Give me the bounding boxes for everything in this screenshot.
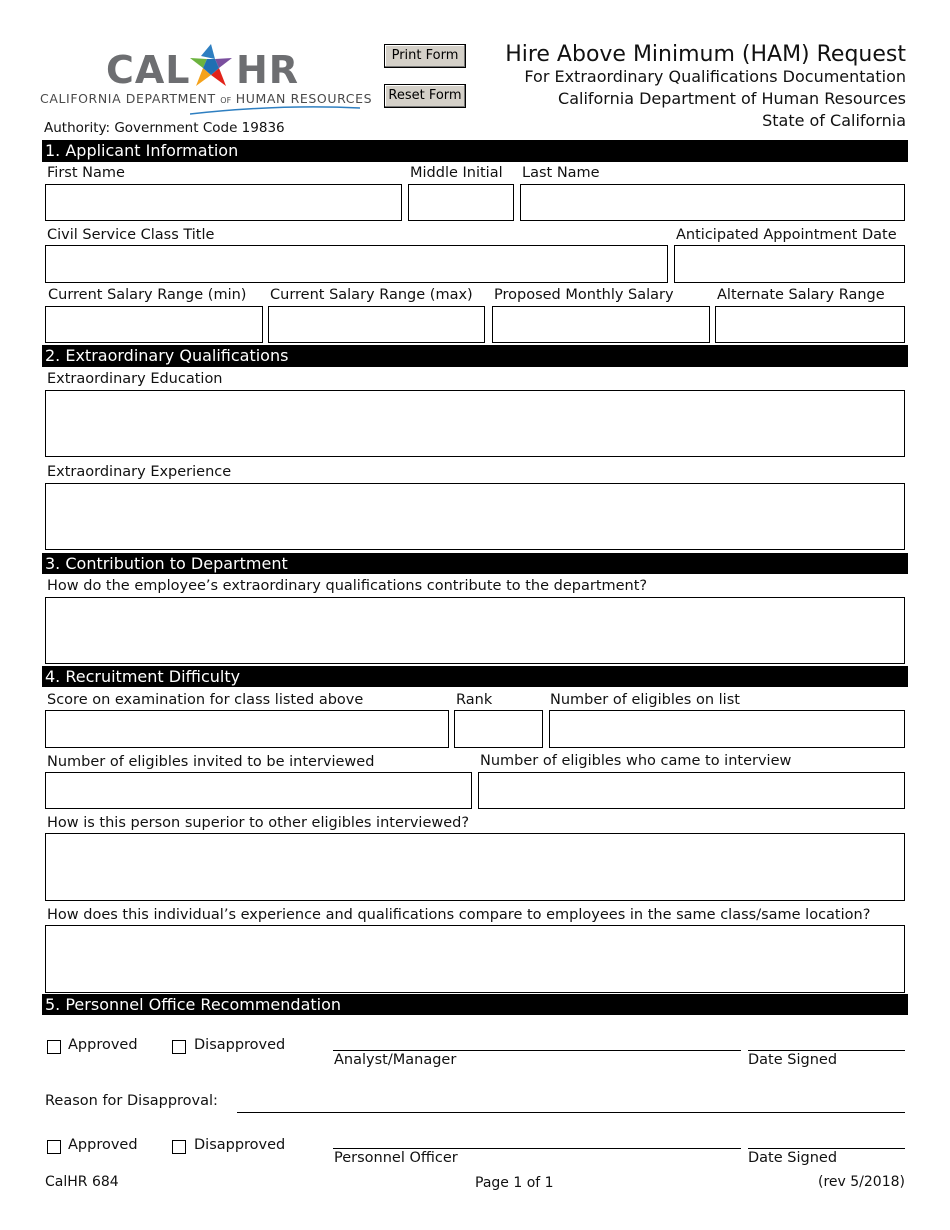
logo-swoosh-icon [190,104,360,116]
date-signed-label-2: Date Signed [748,1150,838,1166]
form-title: Hire Above Minimum (HAM) Request [505,42,906,67]
form-subtitle-1: For Extraordinary Qualifications Documentation [524,67,906,86]
alternate-salary-field[interactable] [715,306,905,343]
compare-label: How does this individual’s experience and qualifications compare to employees in the same class/same location? [47,907,871,923]
first-name-field[interactable] [45,184,402,221]
logo-subtitle-of: OF [220,96,232,105]
rank-field[interactable] [454,710,543,748]
salary-min-field[interactable] [45,306,263,343]
approved-checkbox-1[interactable] [47,1040,61,1054]
class-title-field[interactable] [45,245,668,283]
reset-form-button[interactable]: Reset Form [384,84,466,108]
superior-label: How is this person superior to other eligibles interviewed? [47,815,470,831]
print-form-button[interactable]: Print Form [384,44,466,68]
middle-initial-field[interactable] [408,184,514,221]
disapproved-checkbox-1[interactable] [172,1040,186,1054]
alternate-salary-label: Alternate Salary Range [717,287,885,303]
score-label: Score on examination for class listed above [47,692,364,708]
eligibles-label: Number of eligibles on list [550,692,740,708]
appointment-date-label: Anticipated Appointment Date [676,227,897,243]
experience-field[interactable] [45,483,905,550]
logo-cal-text: CAL [106,48,191,92]
date-signed-label-1: Date Signed [748,1052,838,1068]
eligibles-field[interactable] [549,710,905,748]
analyst-signature-line[interactable] [333,1050,741,1051]
came-field[interactable] [478,772,905,809]
calhr-logo [40,42,373,117]
personnel-officer-signature-line[interactable] [333,1148,741,1149]
form-id: CalHR 684 [45,1174,119,1190]
logo-hr-text: HR [236,48,300,92]
approved-checkbox-2[interactable] [47,1140,61,1154]
superior-field[interactable] [45,833,905,901]
logo-star-icon [188,42,234,88]
form-subtitle-3: State of California [762,111,906,130]
disapproved-label-1: Disapproved [194,1037,286,1053]
section-4-header: 4. Recruitment Difficulty [42,666,908,687]
class-title-label: Civil Service Class Title [47,227,215,243]
education-field[interactable] [45,390,905,457]
disapproved-label-2: Disapproved [194,1137,286,1153]
revision-date: (rev 5/2018) [818,1174,905,1190]
section-5-header: 5. Personnel Office Recommendation [42,994,908,1015]
last-name-label: Last Name [522,165,600,181]
contribution-label: How do the employee’s extraordinary qualifications contribute to the department? [47,578,648,594]
salary-max-label: Current Salary Range (max) [270,287,473,303]
invited-label: Number of eligibles invited to be interviewed [47,754,375,770]
personnel-officer-label: Personnel Officer [334,1150,458,1166]
proposed-salary-label: Proposed Monthly Salary [494,287,674,303]
section-2-header: 2. Extraordinary Qualifications [42,345,908,367]
date-signed-line-1[interactable] [748,1050,905,1051]
compare-field[interactable] [45,925,905,993]
experience-label: Extraordinary Experience [47,464,232,480]
approved-label-1: Approved [68,1037,138,1053]
last-name-field[interactable] [520,184,905,221]
rank-label: Rank [456,692,493,708]
logo-subtitle-left: CALIFORNIA DEPARTMENT [40,91,216,106]
date-signed-line-2[interactable] [748,1148,905,1149]
reason-line[interactable] [237,1112,905,1113]
salary-max-field[interactable] [268,306,485,343]
salary-min-label: Current Salary Range (min) [48,287,247,303]
section-1-header: 1. Applicant Information [42,140,908,162]
section-3-header: 3. Contribution to Department [42,553,908,574]
score-field[interactable] [45,710,449,748]
contribution-field[interactable] [45,597,905,664]
approved-label-2: Approved [68,1137,138,1153]
first-name-label: First Name [47,165,125,181]
disapproved-checkbox-2[interactable] [172,1140,186,1154]
analyst-label: Analyst/Manager [334,1052,457,1068]
proposed-salary-field[interactable] [492,306,710,343]
appointment-date-field[interactable] [674,245,905,283]
came-label: Number of eligibles who came to interview [480,753,792,769]
authority-text: Authority: Government Code 19836 [44,120,285,136]
page-number: Page 1 of 1 [475,1175,554,1191]
middle-initial-label: Middle Initial [410,165,503,181]
reason-label: Reason for Disapproval: [45,1093,218,1109]
education-label: Extraordinary Education [47,371,223,387]
logo-subtitle-right: HUMAN RESOURCES [235,91,373,106]
invited-field[interactable] [45,772,472,809]
form-subtitle-2: California Department of Human Resources [558,89,906,108]
